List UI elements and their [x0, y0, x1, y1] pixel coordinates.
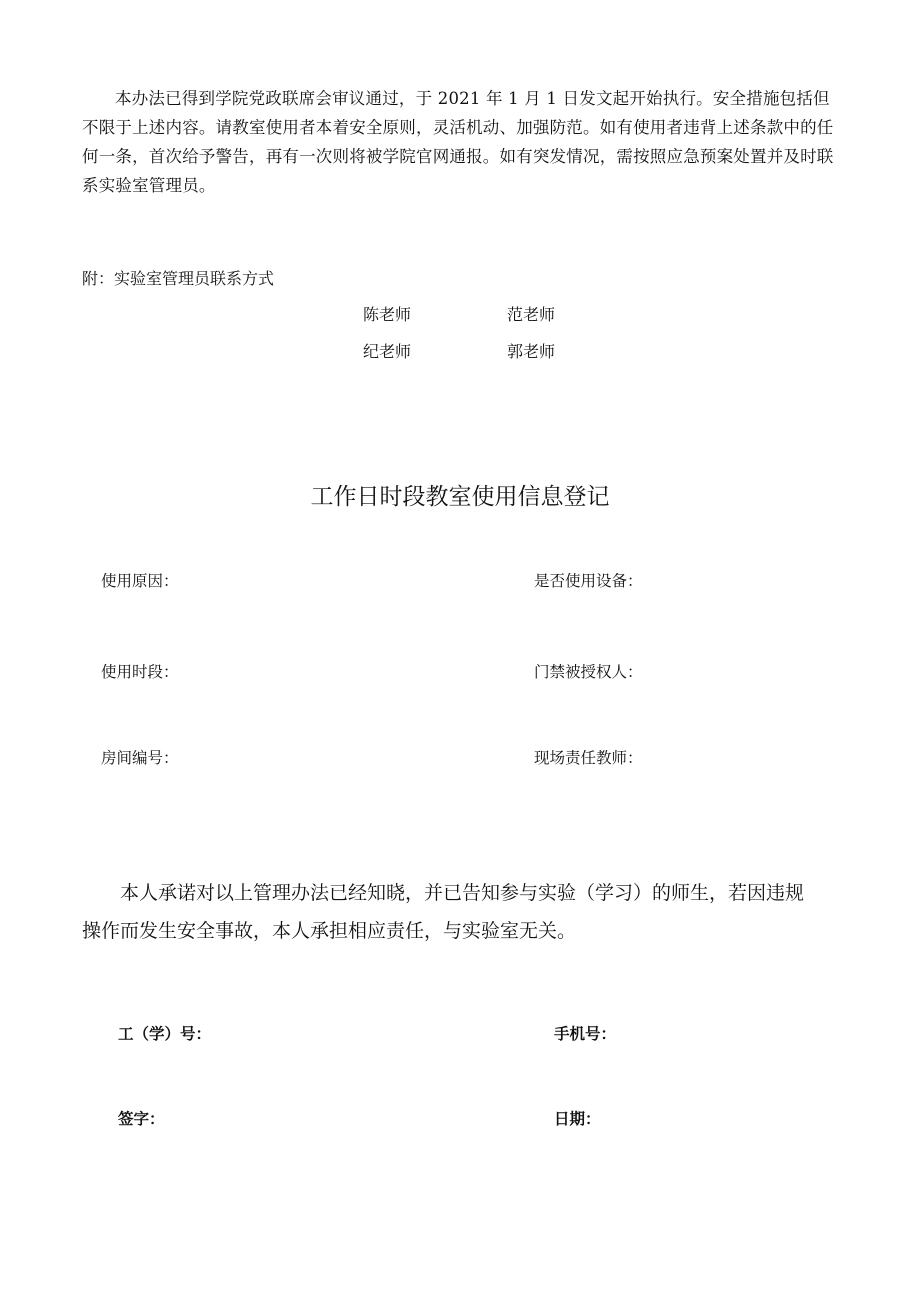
- field-room-number: 房间编号：: [101, 749, 179, 767]
- intro-line: 何一条，首次给予警告，再有一次则将被学院官网通报。如有突发情况，需按照应急预案处置并及时联: [82, 147, 834, 166]
- intro-line: 本办法已得到学院党政联席会审议通过，于 2021 年 1 月 1 日发文起开始执行。安全措施包括但: [115, 89, 830, 108]
- intro-line: 系实验室管理员。: [82, 176, 216, 195]
- sign-label: 签字：: [118, 1110, 165, 1128]
- intro-paragraph: [82, 84, 842, 200]
- pledge-line: 本人承诺对以上管理办法已经知晓，并已告知参与实验（学习）的师生，若因违规: [120, 882, 805, 904]
- pledge-line: 操作而发生安全事故，本人承担相应责任，与实验室无关。: [82, 920, 577, 942]
- pledge-paragraph: [82, 874, 842, 950]
- appendix-title: 附：实验室管理员联系方式: [82, 269, 275, 288]
- contact-ji: 纪老师: [363, 342, 412, 361]
- intro-line: 不限于上述内容。请教室使用者本着安全原则，灵活机动、加强防范。如有使用者违背上述条款中的任: [82, 118, 834, 137]
- form-title: 工作日时段教室使用信息登记: [310, 484, 610, 510]
- field-time-slot: 使用时段：: [101, 663, 179, 681]
- contact-chen: 陈老师: [363, 305, 412, 324]
- id-number-label: 工（学）号：: [118, 1025, 212, 1043]
- field-equipment: 是否使用设备：: [534, 572, 643, 590]
- phone-label: 手机号：: [554, 1025, 617, 1043]
- field-reason: 使用原因：: [101, 572, 179, 590]
- field-onsite-teacher: 现场责任教师：: [534, 749, 643, 767]
- field-access-person: 门禁被授权人：: [534, 663, 643, 681]
- contact-guo: 郭老师: [507, 342, 556, 361]
- date-label: 日期：: [554, 1110, 601, 1128]
- contact-fan: 范老师: [507, 305, 556, 324]
